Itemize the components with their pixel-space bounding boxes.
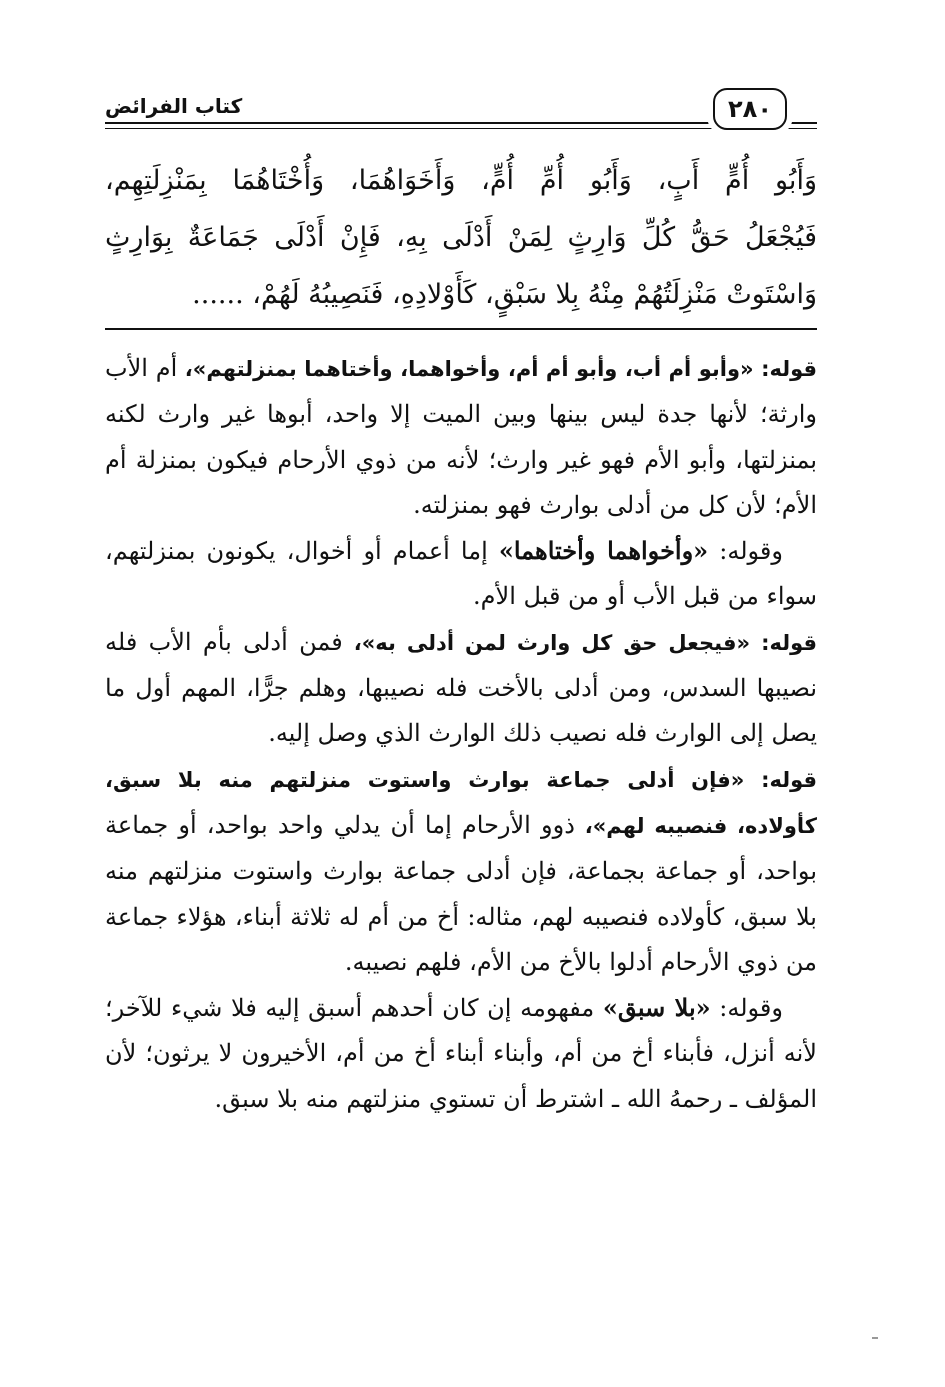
quoted-matn: «فإن أدلى جماعة بوارث واستوت منزلتهم منه بلا سبق، كأولاده، فنصيبه لهم»، — [105, 767, 817, 838]
matn-divider — [105, 328, 817, 330]
commentary-paragraph — [105, 757, 817, 985]
header-rule — [105, 122, 817, 124]
header-rule-thin — [105, 128, 817, 129]
commentary-paragraph — [105, 528, 817, 620]
scan-mark — [872, 1337, 878, 1339]
matn-line: وَاسْتَوتْ مَنْزِلَتُهُمْ مِنْهُ بِلا سَبْقٍ، كَأَوْلادِهِ، فَنَصِيبُهُ لَهُمْ، ...... — [192, 279, 817, 310]
matn-text — [105, 152, 817, 323]
paragraph-lead: وقوله: — [708, 537, 783, 566]
quoted-matn: «وأخواهما وأختاهما» — [498, 536, 709, 566]
quoted-matn: «وأبو أم أب، وأبو أم أم، وأخواهما، وأختاهما بمنزلتهم»، — [177, 357, 762, 381]
paragraph-text: إما أعمام أو أخوال، يكونون بمنزلتهم، سواء من قبل الأب أو من قبل الأم. — [105, 537, 817, 611]
paragraph-lead: وقوله: — [710, 994, 783, 1023]
matn-line: وَأَبُو أُمٍّ أَبٍ، وَأَبُو أُمِّ أُمٍّ، وَأَخَوَاهُمَا، وَأُخْتَاهُمَا بِمَنْزِلَتِهِم، — [105, 165, 817, 196]
matn-line: فَيُجْعَلُ حَقُّ كُلِّ وَارِثٍ لِمَنْ أَدْلَى بِهِ، فَإِنْ أَدْلَى جَمَاعَةٌ بِوَارِثٍ — [105, 222, 817, 253]
commentary-paragraph — [105, 346, 817, 528]
quoted-matn: «فيجعل حق كل وارث لمن أدلى به»، — [342, 630, 762, 655]
paragraph-lead: قوله: — [761, 767, 817, 792]
paragraph-text: مفهومه إن كان أحدهم أسبق إليه فلا شيء للآخر؛ لأنه أنزل، فأبناء أخ من أم، وأبناء أبناء أخ من أم، الأخيرون لا يرثون؛ لأن المؤلف ـ رحمهُ الله ـ اشترط أن تستوي منزلتهم منه بلا سبق. — [105, 994, 817, 1113]
page-number: ٢٨٠ — [713, 88, 787, 130]
commentary-paragraph — [105, 620, 817, 757]
paragraph-text: أم الأب وارثة؛ لأنها جدة ليس بينها وبين الميت إلا واحد، أبوها غير وارث لكنه بمنزلتها، وأبو الأم فهو غير وارث؛ لأنه من ذوي الأرحام فيكون بمنزلة أم الأم؛ لأن كل من أدلى بوارث فهو بمنزلته. — [105, 354, 817, 519]
page-header — [105, 88, 817, 138]
commentary — [105, 346, 817, 1122]
paragraph-text: ذوو الأرحام إما أن يدلي واحد بواحد، أو جماعة بواحد، أو جماعة بجماعة، فإن أدلى جماعة بوارث واستوت منزلتهم منه بلا سبق، كأولاده فنصيبه لهم، مثاله: أخ من أم له ثلاثة أبناء، هؤلاء جماعة من ذوي الأرحام أدلوا بالأخ من الأم، فلهم نصيبه. — [105, 810, 817, 976]
book-title: كتاب الفرائض — [105, 94, 254, 118]
commentary-paragraph — [105, 985, 817, 1122]
quoted-matn: «بلا سبق» — [602, 993, 711, 1023]
paragraph-lead: قوله: — [761, 357, 817, 381]
paragraph-text: فمن أدلى بأم الأب فله نصيبها السدس، ومن أدلى بالأخت فله نصيبها، وهلم جرًّا، المهم أول ما يصل إلى الوارث فله نصيب ذلك الوارث الذي وصل إليه. — [105, 627, 818, 748]
paragraph-lead: قوله: — [761, 630, 817, 655]
